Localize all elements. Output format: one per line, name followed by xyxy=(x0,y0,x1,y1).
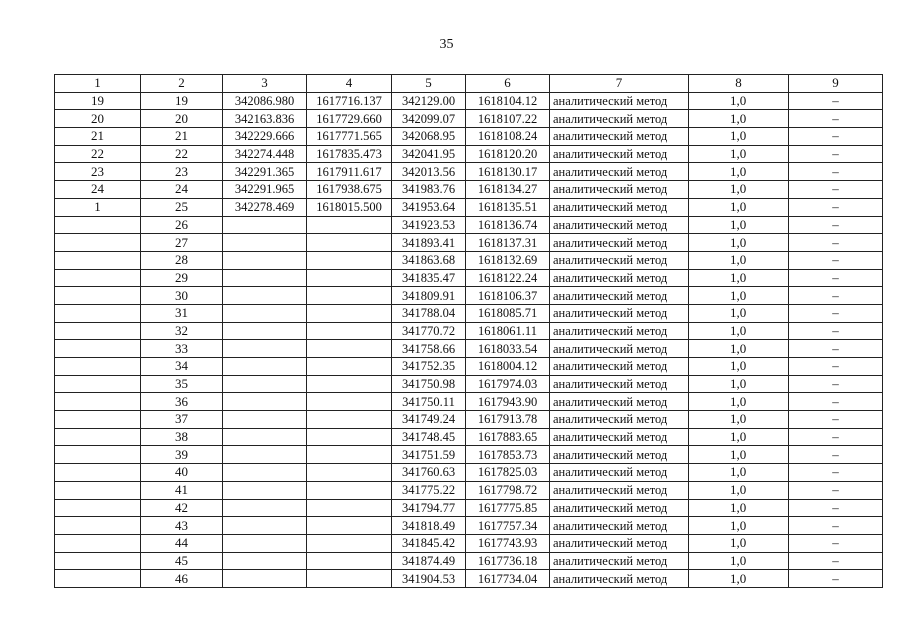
table-cell-col8: 1,0 xyxy=(689,446,789,464)
table-cell-col5: 341923.53 xyxy=(392,216,466,234)
table-cell-col8: 1,0 xyxy=(689,181,789,199)
table-cell-col6: 1618108.24 xyxy=(466,128,550,146)
table-row xyxy=(55,552,883,570)
table-cell-col4 xyxy=(307,269,392,287)
table-cell-col3 xyxy=(223,251,307,269)
table-cell-col4 xyxy=(307,234,392,252)
table-cell-col6: 1618104.12 xyxy=(466,92,550,110)
table-cell-col3 xyxy=(223,411,307,429)
table-cell-col1: 22 xyxy=(55,145,141,163)
table-cell-col4 xyxy=(307,287,392,305)
table-cell-col3 xyxy=(223,552,307,570)
table-cell-col6: 1617883.65 xyxy=(466,428,550,446)
table-cell-col4 xyxy=(307,428,392,446)
table-cell-col9: – xyxy=(789,464,883,482)
column-header-8: 8 xyxy=(689,75,789,93)
table-cell-col9: – xyxy=(789,181,883,199)
table-cell-col2: 30 xyxy=(141,287,223,305)
table-cell-col2: 29 xyxy=(141,269,223,287)
table-cell-col8: 1,0 xyxy=(689,393,789,411)
table-cell-col1 xyxy=(55,517,141,535)
table-cell-col9: – xyxy=(789,446,883,464)
table-cell-col8: 1,0 xyxy=(689,92,789,110)
table-cell-col6: 1617798.72 xyxy=(466,481,550,499)
table-cell-col6: 1618033.54 xyxy=(466,340,550,358)
table-cell-col9: – xyxy=(789,517,883,535)
table-cell-col2: 27 xyxy=(141,234,223,252)
table-cell-col5: 341788.04 xyxy=(392,304,466,322)
table-cell-col6: 1618137.31 xyxy=(466,234,550,252)
table-cell-col8: 1,0 xyxy=(689,464,789,482)
table-cell-col9: – xyxy=(789,287,883,305)
table-cell-col8: 1,0 xyxy=(689,269,789,287)
table-cell-col3: 342278.469 xyxy=(223,198,307,216)
table-cell-col5: 341752.35 xyxy=(392,358,466,376)
table-row xyxy=(55,145,883,163)
table-row xyxy=(55,322,883,340)
table-cell-col2: 37 xyxy=(141,411,223,429)
table-cell-col6: 1618120.20 xyxy=(466,145,550,163)
table-cell-col6: 1617757.34 xyxy=(466,517,550,535)
table-row xyxy=(55,92,883,110)
table-cell-col7: аналитический метод xyxy=(550,375,689,393)
table-row xyxy=(55,304,883,322)
table-cell-col1 xyxy=(55,499,141,517)
table-cell-col5: 342041.95 xyxy=(392,145,466,163)
table-cell-col9: – xyxy=(789,198,883,216)
table-cell-col2: 42 xyxy=(141,499,223,517)
table-cell-col5: 341751.59 xyxy=(392,446,466,464)
table-cell-col9: – xyxy=(789,251,883,269)
table-cell-col8: 1,0 xyxy=(689,216,789,234)
page-number: 35 xyxy=(439,37,454,52)
table-cell-col9: – xyxy=(789,322,883,340)
table-cell-col4 xyxy=(307,464,392,482)
table-cell-col9: – xyxy=(789,534,883,552)
table-cell-col4: 1618015.500 xyxy=(307,198,392,216)
table-cell-col8: 1,0 xyxy=(689,287,789,305)
table-cell-col2: 25 xyxy=(141,198,223,216)
column-header-9: 9 xyxy=(789,75,883,93)
table-cell-col2: 26 xyxy=(141,216,223,234)
table-row xyxy=(55,517,883,535)
table-cell-col2: 35 xyxy=(141,375,223,393)
table-cell-col8: 1,0 xyxy=(689,481,789,499)
table-cell-col3 xyxy=(223,322,307,340)
table-cell-col9: – xyxy=(789,234,883,252)
table-cell-col4 xyxy=(307,322,392,340)
table-cell-col7: аналитический метод xyxy=(550,145,689,163)
table-cell-col1 xyxy=(55,304,141,322)
table-cell-col4 xyxy=(307,375,392,393)
table-cell-col3 xyxy=(223,481,307,499)
table-cell-col9: – xyxy=(789,375,883,393)
table-cell-col2: 44 xyxy=(141,534,223,552)
table-cell-col2: 31 xyxy=(141,304,223,322)
table-cell-col5: 341750.11 xyxy=(392,393,466,411)
table-cell-col8: 1,0 xyxy=(689,251,789,269)
table-cell-col5: 341748.45 xyxy=(392,428,466,446)
table-cell-col2: 36 xyxy=(141,393,223,411)
table-cell-col4 xyxy=(307,393,392,411)
table-cell-col5: 341770.72 xyxy=(392,322,466,340)
table-cell-col4: 1617771.565 xyxy=(307,128,392,146)
table-row xyxy=(55,375,883,393)
table-cell-col5: 341749.24 xyxy=(392,411,466,429)
table-cell-col4 xyxy=(307,304,392,322)
table-cell-col1 xyxy=(55,358,141,376)
table-cell-col6: 1617853.73 xyxy=(466,446,550,464)
table-cell-col4 xyxy=(307,517,392,535)
table-cell-col6: 1618132.69 xyxy=(466,251,550,269)
table-cell-col4 xyxy=(307,570,392,588)
table-cell-col5: 341809.91 xyxy=(392,287,466,305)
table-cell-col3 xyxy=(223,534,307,552)
table-cell-col3 xyxy=(223,234,307,252)
table-cell-col6: 1617825.03 xyxy=(466,464,550,482)
table-cell-col8: 1,0 xyxy=(689,517,789,535)
column-header-5: 5 xyxy=(392,75,466,93)
table-cell-col2: 21 xyxy=(141,128,223,146)
table-cell-col6: 1618085.71 xyxy=(466,304,550,322)
table-cell-col5: 342068.95 xyxy=(392,128,466,146)
table-cell-col3 xyxy=(223,464,307,482)
table-cell-col8: 1,0 xyxy=(689,322,789,340)
table-cell-col6: 1618106.37 xyxy=(466,287,550,305)
table-cell-col7: аналитический метод xyxy=(550,446,689,464)
table-cell-col7: аналитический метод xyxy=(550,393,689,411)
table-cell-col2: 38 xyxy=(141,428,223,446)
table-cell-col4: 1617938.675 xyxy=(307,181,392,199)
table-cell-col8: 1,0 xyxy=(689,163,789,181)
table-cell-col1 xyxy=(55,464,141,482)
table-cell-col5: 341775.22 xyxy=(392,481,466,499)
table-cell-col9: – xyxy=(789,163,883,181)
table-cell-col7: аналитический метод xyxy=(550,251,689,269)
table-cell-col3 xyxy=(223,393,307,411)
column-header-4: 4 xyxy=(307,75,392,93)
table-cell-col4 xyxy=(307,534,392,552)
table-cell-col3: 342086.980 xyxy=(223,92,307,110)
table-cell-col8: 1,0 xyxy=(689,411,789,429)
table-cell-col7: аналитический метод xyxy=(550,340,689,358)
table-cell-col2: 40 xyxy=(141,464,223,482)
table-cell-col3 xyxy=(223,340,307,358)
table-cell-col5: 341758.66 xyxy=(392,340,466,358)
table-cell-col6: 1617775.85 xyxy=(466,499,550,517)
table-cell-col5: 342129.00 xyxy=(392,92,466,110)
table-cell-col7: аналитический метод xyxy=(550,464,689,482)
column-header-7: 7 xyxy=(550,75,689,93)
table-cell-col6: 1618130.17 xyxy=(466,163,550,181)
table-cell-col7: аналитический метод xyxy=(550,287,689,305)
table-cell-col4: 1617716.137 xyxy=(307,92,392,110)
column-header-6: 6 xyxy=(466,75,550,93)
table-row xyxy=(55,446,883,464)
table-cell-col5: 342099.07 xyxy=(392,110,466,128)
table-cell-col8: 1,0 xyxy=(689,304,789,322)
table-cell-col9: – xyxy=(789,570,883,588)
table-cell-col2: 33 xyxy=(141,340,223,358)
table-cell-col7: аналитический метод xyxy=(550,269,689,287)
table-cell-col4 xyxy=(307,340,392,358)
table-cell-col1: 1 xyxy=(55,198,141,216)
table-cell-col6: 1617974.03 xyxy=(466,375,550,393)
table-cell-col9: – xyxy=(789,499,883,517)
table-cell-col9: – xyxy=(789,393,883,411)
table-row xyxy=(55,534,883,552)
table-cell-col2: 22 xyxy=(141,145,223,163)
table-row xyxy=(55,464,883,482)
table-cell-col1 xyxy=(55,552,141,570)
table-cell-col8: 1,0 xyxy=(689,570,789,588)
table-header xyxy=(55,75,883,93)
table-row xyxy=(55,269,883,287)
table-cell-col2: 32 xyxy=(141,322,223,340)
table-cell-col1: 23 xyxy=(55,163,141,181)
table-cell-col3: 342274.448 xyxy=(223,145,307,163)
table-cell-col3: 342229.666 xyxy=(223,128,307,146)
table-cell-col1 xyxy=(55,411,141,429)
column-header-1: 1 xyxy=(55,75,141,93)
table-cell-col7: аналитический метод xyxy=(550,110,689,128)
table-cell-col5: 341818.49 xyxy=(392,517,466,535)
table-cell-col1 xyxy=(55,534,141,552)
column-header-3: 3 xyxy=(223,75,307,93)
table-row xyxy=(55,128,883,146)
table-row xyxy=(55,163,883,181)
table-cell-col3 xyxy=(223,428,307,446)
table-cell-col5: 341874.49 xyxy=(392,552,466,570)
table-cell-col6: 1618122.24 xyxy=(466,269,550,287)
table-cell-col3 xyxy=(223,269,307,287)
table-cell-col5: 341953.64 xyxy=(392,198,466,216)
table-cell-col8: 1,0 xyxy=(689,358,789,376)
table-cell-col4 xyxy=(307,251,392,269)
table-cell-col9: – xyxy=(789,128,883,146)
table-cell-col6: 1617736.18 xyxy=(466,552,550,570)
table-cell-col8: 1,0 xyxy=(689,128,789,146)
table-cell-col5: 341794.77 xyxy=(392,499,466,517)
table-cell-col2: 34 xyxy=(141,358,223,376)
table-cell-col7: аналитический метод xyxy=(550,128,689,146)
table-cell-col7: аналитический метод xyxy=(550,570,689,588)
table-cell-col2: 28 xyxy=(141,251,223,269)
table-row xyxy=(55,340,883,358)
table-cell-col1: 19 xyxy=(55,92,141,110)
table-cell-col8: 1,0 xyxy=(689,198,789,216)
table-cell-col8: 1,0 xyxy=(689,428,789,446)
table-cell-col5: 341835.47 xyxy=(392,269,466,287)
table-cell-col4: 1617729.660 xyxy=(307,110,392,128)
table-cell-col9: – xyxy=(789,304,883,322)
table-row xyxy=(55,234,883,252)
table-cell-col9: – xyxy=(789,145,883,163)
table-cell-col3: 342291.965 xyxy=(223,181,307,199)
table-cell-col1 xyxy=(55,481,141,499)
table-cell-col4 xyxy=(307,499,392,517)
table-cell-col9: – xyxy=(789,411,883,429)
table-cell-col8: 1,0 xyxy=(689,499,789,517)
table-cell-col9: – xyxy=(789,552,883,570)
table-cell-col6: 1618135.51 xyxy=(466,198,550,216)
table-cell-col9: – xyxy=(789,269,883,287)
table-cell-col6: 1618134.27 xyxy=(466,181,550,199)
table-cell-col5: 342013.56 xyxy=(392,163,466,181)
table-cell-col9: – xyxy=(789,428,883,446)
table-cell-col1 xyxy=(55,428,141,446)
table-cell-col3 xyxy=(223,358,307,376)
table-cell-col2: 20 xyxy=(141,110,223,128)
table-cell-col6: 1617743.93 xyxy=(466,534,550,552)
table-cell-col5: 341904.53 xyxy=(392,570,466,588)
table-cell-col4 xyxy=(307,358,392,376)
table-cell-col2: 41 xyxy=(141,481,223,499)
table-cell-col8: 1,0 xyxy=(689,110,789,128)
table-cell-col3 xyxy=(223,517,307,535)
coordinates-table xyxy=(54,74,883,588)
table-cell-col3 xyxy=(223,375,307,393)
table-cell-col3 xyxy=(223,570,307,588)
table-cell-col7: аналитический метод xyxy=(550,411,689,429)
table-cell-col8: 1,0 xyxy=(689,145,789,163)
table-cell-col7: аналитический метод xyxy=(550,181,689,199)
table-cell-col9: – xyxy=(789,92,883,110)
table-cell-col9: – xyxy=(789,110,883,128)
table-cell-col2: 19 xyxy=(141,92,223,110)
table-cell-col1 xyxy=(55,570,141,588)
table-cell-col7: аналитический метод xyxy=(550,534,689,552)
table-cell-col6: 1618004.12 xyxy=(466,358,550,376)
table-cell-col5: 341893.41 xyxy=(392,234,466,252)
table-cell-col3: 342291.365 xyxy=(223,163,307,181)
table-cell-col8: 1,0 xyxy=(689,534,789,552)
table-row xyxy=(55,481,883,499)
table-cell-col9: – xyxy=(789,481,883,499)
table-cell-col3 xyxy=(223,287,307,305)
table-cell-col6: 1617913.78 xyxy=(466,411,550,429)
table-cell-col4 xyxy=(307,411,392,429)
table-cell-col2: 39 xyxy=(141,446,223,464)
table-cell-col7: аналитический метод xyxy=(550,358,689,376)
table-cell-col3 xyxy=(223,216,307,234)
table-cell-col7: аналитический метод xyxy=(550,92,689,110)
table-cell-col9: – xyxy=(789,358,883,376)
table-cell-col5: 341983.76 xyxy=(392,181,466,199)
table-cell-col7: аналитический метод xyxy=(550,163,689,181)
table-cell-col2: 45 xyxy=(141,552,223,570)
column-header-2: 2 xyxy=(141,75,223,93)
table-cell-col8: 1,0 xyxy=(689,375,789,393)
table-cell-col4 xyxy=(307,552,392,570)
table-cell-col7: аналитический метод xyxy=(550,304,689,322)
table-body xyxy=(55,92,883,587)
table-cell-col1: 21 xyxy=(55,128,141,146)
table-cell-col1 xyxy=(55,251,141,269)
table-cell-col1 xyxy=(55,234,141,252)
table-cell-col8: 1,0 xyxy=(689,234,789,252)
table-row xyxy=(55,570,883,588)
table-cell-col2: 43 xyxy=(141,517,223,535)
table-cell-col2: 23 xyxy=(141,163,223,181)
table-cell-col1 xyxy=(55,269,141,287)
table-cell-col6: 1618061.11 xyxy=(466,322,550,340)
table-cell-col3 xyxy=(223,446,307,464)
table-cell-col4: 1617911.617 xyxy=(307,163,392,181)
table-cell-col7: аналитический метод xyxy=(550,428,689,446)
table-cell-col7: аналитический метод xyxy=(550,517,689,535)
table-cell-col7: аналитический метод xyxy=(550,499,689,517)
table-cell-col2: 46 xyxy=(141,570,223,588)
table-cell-col1 xyxy=(55,446,141,464)
table-cell-col6: 1618136.74 xyxy=(466,216,550,234)
table-cell-col5: 341750.98 xyxy=(392,375,466,393)
table-cell-col4 xyxy=(307,216,392,234)
table-cell-col7: аналитический метод xyxy=(550,234,689,252)
table-row xyxy=(55,393,883,411)
table-cell-col6: 1617734.04 xyxy=(466,570,550,588)
table-cell-col7: аналитический метод xyxy=(550,481,689,499)
table-header-row xyxy=(55,75,883,93)
table-cell-col8: 1,0 xyxy=(689,340,789,358)
table-cell-col9: – xyxy=(789,216,883,234)
table-cell-col1 xyxy=(55,340,141,358)
table-row xyxy=(55,428,883,446)
table-cell-col4: 1617835.473 xyxy=(307,145,392,163)
table-cell-col9: – xyxy=(789,340,883,358)
table-cell-col1 xyxy=(55,375,141,393)
table-cell-col3 xyxy=(223,499,307,517)
table-cell-col5: 341760.63 xyxy=(392,464,466,482)
table-row xyxy=(55,411,883,429)
table-cell-col4 xyxy=(307,481,392,499)
table-cell-col7: аналитический метод xyxy=(550,216,689,234)
table-cell-col7: аналитический метод xyxy=(550,322,689,340)
table-cell-col1: 24 xyxy=(55,181,141,199)
table-row xyxy=(55,198,883,216)
table-cell-col3: 342163.836 xyxy=(223,110,307,128)
table-cell-col1 xyxy=(55,322,141,340)
table-row xyxy=(55,287,883,305)
table-cell-col2: 24 xyxy=(141,181,223,199)
table-cell-col5: 341845.42 xyxy=(392,534,466,552)
table-cell-col6: 1617943.90 xyxy=(466,393,550,411)
table-cell-col1 xyxy=(55,287,141,305)
table-cell-col7: аналитический метод xyxy=(550,552,689,570)
table-cell-col3 xyxy=(223,304,307,322)
table-cell-col1 xyxy=(55,216,141,234)
table-cell-col7: аналитический метод xyxy=(550,198,689,216)
table-cell-col4 xyxy=(307,446,392,464)
table-row xyxy=(55,251,883,269)
table-row xyxy=(55,358,883,376)
table-row xyxy=(55,181,883,199)
table-cell-col1: 20 xyxy=(55,110,141,128)
table-cell-col8: 1,0 xyxy=(689,552,789,570)
table-cell-col1 xyxy=(55,393,141,411)
table-row xyxy=(55,216,883,234)
table-row xyxy=(55,499,883,517)
table-cell-col6: 1618107.22 xyxy=(466,110,550,128)
table-cell-col5: 341863.68 xyxy=(392,251,466,269)
table-row xyxy=(55,110,883,128)
